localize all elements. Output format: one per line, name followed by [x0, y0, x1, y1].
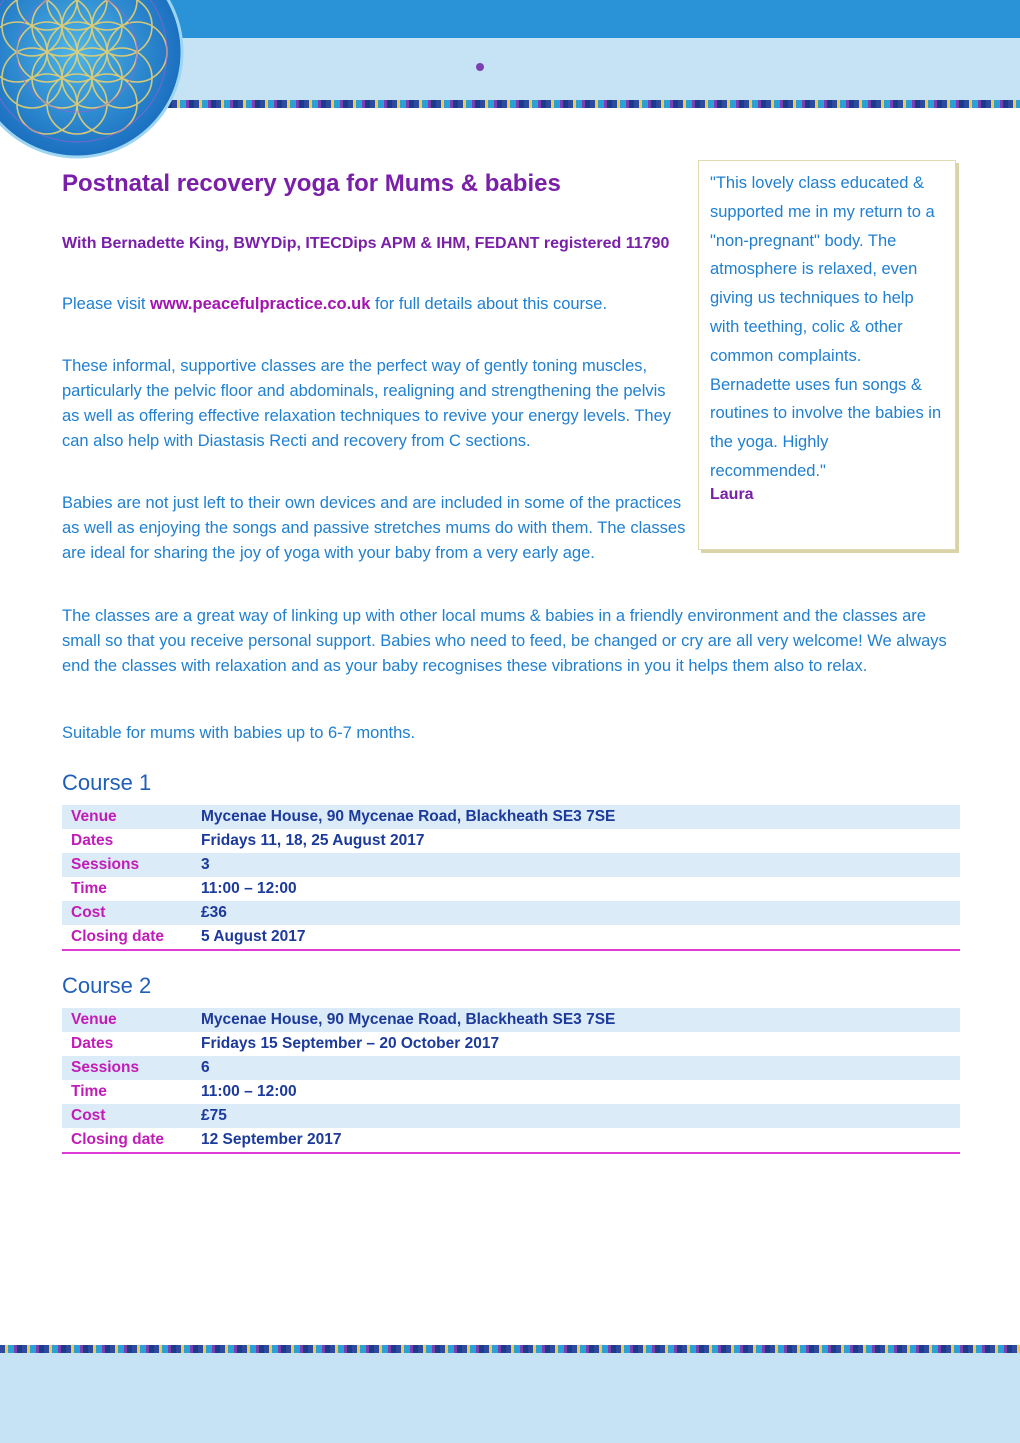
table-row: [62, 829, 960, 853]
row-value: Mycenae House, 90 Mycenae Road, Blackheath SE3 7SE: [201, 1008, 960, 1032]
row-value: Fridays 11, 18, 25 August 2017: [201, 832, 425, 849]
instructor-byline: With Bernadette King, BWYDip, ITECDips APM & IHM, FEDANT registered 11790: [62, 235, 670, 252]
row-label: Time: [71, 880, 107, 897]
flower-of-life-logo: [0, 0, 185, 160]
table-row: [62, 1056, 960, 1080]
footer-border-strip: [0, 1345, 1020, 1353]
row-label: Cost: [62, 901, 201, 925]
header-band: [150, 0, 1020, 102]
table-row: [62, 1128, 960, 1153]
row-label: Time: [71, 1083, 107, 1100]
suitability-paragraph: Suitable for mums with babies up to 6-7 months.: [62, 724, 416, 742]
table-row: [62, 1104, 960, 1128]
header-border-strip: [150, 100, 1020, 108]
row-label: Dates: [71, 1035, 114, 1052]
community-paragraph: The classes are a great way of linking up with other local mums & babies in a friendly environment and the classes are small so that you receive personal support. Babies who need to feed, be changed or cry are all very welcome! We always end the classes with relaxation and as your baby recognises these vibrations in you it helps them also to relax.: [62, 607, 947, 675]
course-2-heading: Course 2: [62, 973, 152, 998]
row-value: 11:00 – 12:00: [201, 880, 297, 897]
babies-paragraph: Babies are not just left to their own devices and are included in some of the practices as well as enjoying the songs and passive stretches mums do with them. The classes are ideal for sharing the joy of yoga with your baby from a very early age.: [62, 494, 686, 562]
table-row: [62, 901, 960, 925]
visit-suffix: for full details about this course.: [370, 295, 608, 313]
row-label: Cost: [62, 1104, 201, 1128]
row-value: 12 September 2017: [201, 1131, 342, 1148]
table-row: [62, 1080, 960, 1104]
row-value: £36: [201, 901, 960, 925]
testimonial-author: Laura: [710, 485, 754, 503]
testimonial-quote: "This lovely class educated & supported me in my return to a "non-pregnant" body. The atmosphere is relaxed, even giving us techniques to help with teething, colic & other common complaints. Bernadette uses fun songs & routines to involve the babies in the yoga. Highly recommended.": [710, 174, 942, 480]
row-label: Venue: [62, 805, 201, 829]
row-value: 3: [201, 853, 960, 877]
row-label: Sessions: [62, 853, 201, 877]
table-row: [62, 1008, 960, 1032]
row-label: Closing date: [71, 1131, 165, 1148]
row-value: 5 August 2017: [201, 928, 306, 945]
header-dot: [476, 63, 484, 71]
intro-paragraph: These informal, supportive classes are the perfect way of gently toning muscles, particularly the pelvic floor and abdominals, realigning and strengthening the pelvis as well as offering effective relaxation techniques to revive your energy levels. They can also help with Diastasis Recti and recovery from C sections.: [62, 357, 672, 450]
footer-band: [0, 1353, 1020, 1443]
testimonial-box: [698, 160, 956, 550]
table-row: [62, 1032, 960, 1056]
course-1-table: [62, 805, 960, 951]
row-value: Fridays 15 September – 20 October 2017: [201, 1035, 500, 1052]
page-title: Postnatal recovery yoga for Mums & babies: [62, 170, 561, 197]
table-row: [62, 805, 960, 829]
row-value: 11:00 – 12:00: [201, 1083, 297, 1100]
row-value: Mycenae House, 90 Mycenae Road, Blackheath SE3 7SE: [201, 805, 960, 829]
table-row: [62, 925, 960, 950]
course-1-heading: Course 1: [62, 770, 152, 795]
row-label: Venue: [62, 1008, 201, 1032]
course-2-table: [62, 1008, 960, 1154]
row-value: £75: [201, 1104, 960, 1128]
row-label: Sessions: [62, 1056, 201, 1080]
row-value: 6: [201, 1056, 960, 1080]
table-row: [62, 853, 960, 877]
table-row: [62, 877, 960, 901]
visit-paragraph: [62, 292, 662, 317]
visit-prefix: Please visit: [62, 295, 151, 313]
row-label: Dates: [71, 832, 114, 849]
row-label: Closing date: [71, 928, 165, 945]
website-link[interactable]: www.peacefulpractice.co.uk: [150, 295, 371, 313]
